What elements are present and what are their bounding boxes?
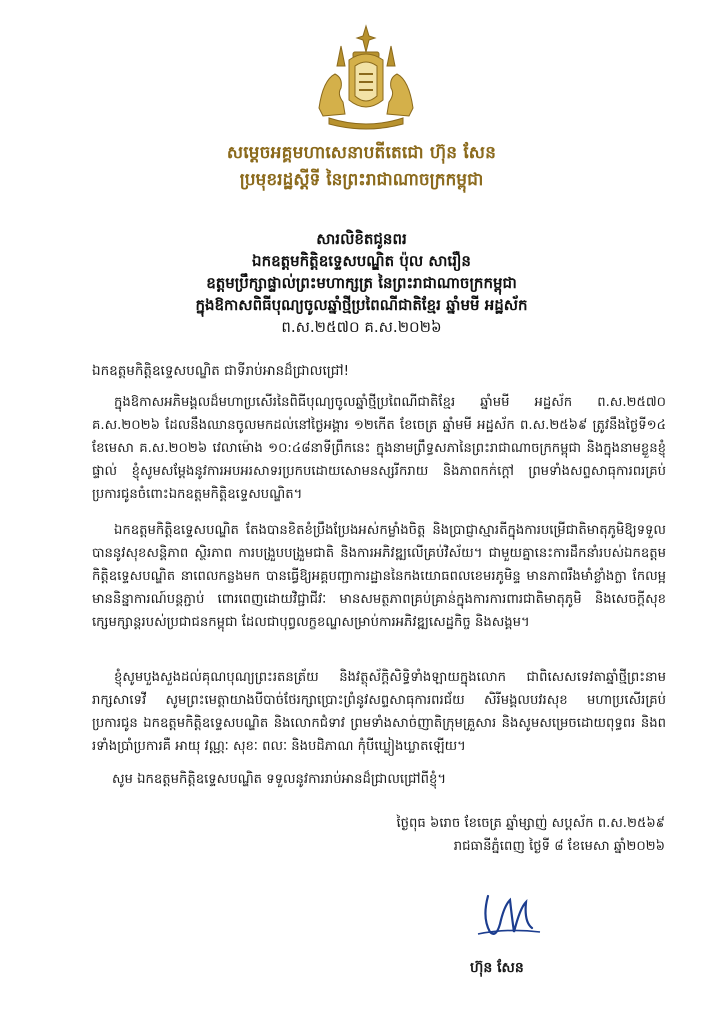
occasion-year: ព.ស.២៥៧០ គ.ស.២០២៦: [281, 318, 442, 336]
body-paragraph-1: ក្នុងឱកាសអភិមង្គលដ៏មហាប្រសើរនៃពិធីបុណ្យចូលឆ្នាំថ្មីប្រពៃណីជាតិខ្មែរ ឆ្នាំមមី អដ្ឋស័ក ព.ស.២៥៧០ គ.ស.២០២៦ ដែលនឹងឈានចូលមកដល់នៅថ្ងៃអង្គារ ១២កើត ខែចេត្រ ឆ្នាំមមី អដ្ឋស័ក ព.ស.២៥៦៩ ត្រូវនឹងថ្ងៃទី១៤ ខែមេសា គ.ស.២០២៦ វេលាម៉ោង ១០:៤៨នាទីព្រឹកនេះ ក្នុងនាមព្រឹទ្ធសភានៃព្រះរាជាណាចក្រកម្ពុជា និងក្នុងនាមខ្លួនខ្ញុំផ្ទាល់ ខ្ញុំសូមសម្ដែងនូវការអបអរសាទរប្រកបដោយសោមនស្សរីករាយ និងភាពកក់ក្ដៅ ព្រមទាំងសព្ទសាធុការពរគ្រប់ប្រការជូនចំពោះឯកឧត្ដមកិត្តិឧទ្ទេសបណ្ឌិត។: [92, 395, 666, 502]
body-paragraph-2: ឯកឧត្ដមកិត្តិឧទ្ទេសបណ្ឌិត តែងបានខិតខំប្រឹងប្រែងអស់កម្លាំងចិត្ត និងប្រាជ្ញាស្មារតីក្នុងការបម្រើជាតិមាតុភូមិឱ្យទទួលបាននូវសុខសន្តិភាព ស្ថិរភាព ការបង្រួបបង្រួមជាតិ និងការអភិវឌ្ឍលើគ្រប់វិស័យ។ ជាមួយគ្នានេះការដឹកនាំរបស់ឯកឧត្ដមកិត្តិឧទ្ទេសបណ្ឌិត នាពេលកន្លងមក បានធ្វើឱ្យអគ្គបញ្ជាការដ្ឋាននៃកងយោធពលខេមរភូមិន្ទ មានភាពរឹងមាំខ្លាំងក្លា កែលម្អ មាននិន្នាការណ៍បន្តភ្ជាប់ ពោរពេញដោយវិជ្ជាជីវៈ មានសមត្ថភាពគ្រប់គ្រាន់ក្នុងការការពារជាតិមាតុភូមិ និងសេចក្ដីសុខក្សេមក្សាន្តរបស់ប្រជាជនកម្ពុជា ដែលជាបុព្វលក្ខខណ្ឌសម្រាប់ការអភិវឌ្ឍសេដ្ឋកិច្ច និងសង្គម។: [92, 523, 666, 630]
solar-date: រាជធានីភ្នំពេញ ថ្ងៃទី ៨ ខែមេសា ឆ្នាំ២០២៦: [453, 839, 665, 854]
signature-icon: [474, 888, 544, 940]
sender-title: ប្រមុខរដ្ឋស្ដីទី នៃព្រះរាជាណាចក្រកម្ពុជា: [239, 170, 484, 190]
signer-name: ហ៊ុន សែន: [470, 960, 524, 976]
sender-name: សម្ដេចអគ្គមហាសេនាបតីតេជោ ហ៊ុន សែន: [226, 143, 497, 163]
recipient-position: ឧត្ដមប្រឹក្សាផ្ទាល់ព្រះមហាក្សត្រ នៃព្រះរាជាណាចក្រកម្ពុជា: [206, 274, 517, 292]
body-paragraph-3: ខ្ញុំសូមបួងសួងដល់គុណបុណ្យព្រះរតនត្រ័យ និងវត្ថុស័ក្តិសិទ្ធិទាំងឡាយក្នុងលោក ជាពិសេសទេវតាឆ្នាំថ្មីព្រះនាម រាក្សសាទេវី សូមព្រះមេត្តាយាងបីបាច់ថែរក្សាប្រោះព្រំនូវសព្ទសាធុការពរជ័យ សិរីមង្គលបវរសុខ មហាប្រសើរគ្រប់ប្រការជូន ឯកឧត្ដមកិត្តិឧទ្ទេសបណ្ឌិត និងលោកជំទាវ ព្រមទាំងសាច់ញាតិក្រុមគ្រួសារ និងសូមសម្រេចដោយពុទ្ធពរ និងពរទាំងប្រាំប្រការគឺ អាយុ វណ្ណៈ សុខៈ ពលៈ និងបដិភាណ កុំបីឃ្លៀងឃ្លាតឡើយ។: [92, 670, 666, 754]
letter-title: សារលិខិតជូនពរ: [316, 230, 407, 248]
closing-paragraph: សូម ឯកឧត្ដមកិត្តិឧទ្ទេសបណ្ឌិត ទទួលនូវការរាប់អានដ៏ជ្រាលជ្រៅពីខ្ញុំ។: [112, 772, 447, 787]
coat-of-arms-emblem-icon: [309, 22, 423, 130]
occasion-line: ក្នុងឱកាសពិធីបុណ្យចូលឆ្នាំថ្មីប្រពៃណីជាតិខ្មែរ ឆ្នាំមមី អដ្ឋស័ក: [195, 296, 528, 314]
salutation: ឯកឧត្ដមកិត្តិឧទ្ទេសបណ្ឌិត ជាទីរាប់អានដ៏ជ្រាលជ្រៅ!: [92, 363, 350, 379]
recipient-name: ឯកឧត្ដមកិត្តិឧទ្ទេសបណ្ឌិត ប៉ុល សារឿន: [252, 252, 471, 270]
lunar-date: ថ្ងៃពុធ ៦រោច ខែចេត្រ ឆ្នាំម្សាញ់ សប្តស័ក ព.ស.២៥៦៩: [396, 816, 665, 831]
